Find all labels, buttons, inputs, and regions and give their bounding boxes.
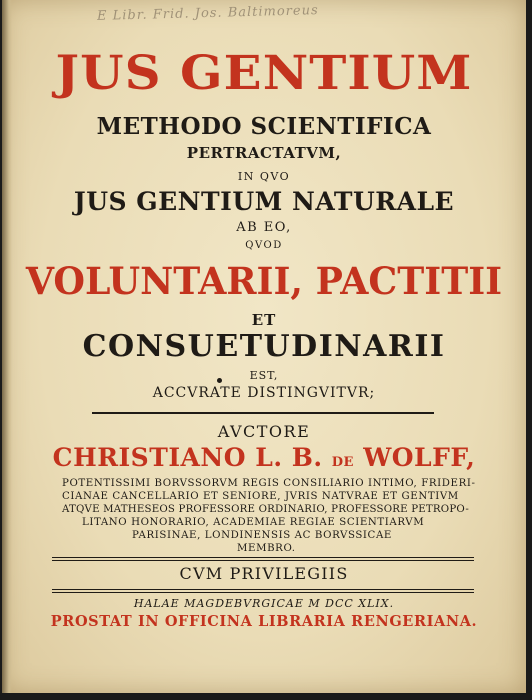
author-name-part1: CHRISTIANO L. B. [52,443,323,472]
subtitle-methodo: METHODO SCIENTIFICA [96,113,432,140]
description-line-2: CIANAE CANCELLARIO ET SENIORE, JVRIS NATVRAE ET GENTIVM [62,491,459,502]
divider-rule-3 [52,589,474,593]
divider-rule-2 [52,557,474,561]
text-imprint: HALAE MAGDEBVRGICAE M DCC XLIX. [133,597,395,610]
title-consuetudinarii: CONSUETUDINARII [82,329,446,364]
text-privilegiis: CVM PRIVILEGIIS [179,564,349,583]
text-et: ET [251,311,277,329]
text-prostat: PROSTAT IN OFFICINA LIBRARIA RENGERIANA. [50,613,478,630]
subtitle-pertractatum: PERTRACTATVM, [186,144,342,162]
text-ab-eo: AB EO, [236,220,292,235]
author-name-part2: WOLFF, [363,443,476,472]
description-line-4: LITANO HONORARIO, ACADEMIAE REGIAE SCIENTIARVM [82,517,425,528]
text-quod: QVOD [245,240,283,251]
description-line-5: PARISINAE, LONDINENSIS AC BORVSSICAE [132,530,392,541]
description-line-1: POTENTISSIMI BORVSSORVM REGIS CONSILIARIO INTIMO, FRIDERI- [62,478,476,489]
main-title: JUS GENTIUM [55,46,473,101]
text-distinguitur: ACCVRATE DISTINGVITVR; [152,385,376,401]
description-line-3: ATQVE MATHESEOS PROFESSORE ORDINARIO, PROFESSORE PETROPO- [62,504,469,515]
text-est: EST, [249,369,279,382]
handwritten-inscription: E Libr. Frid. Jos. Baltimoreus [96,3,319,24]
text-in-quo: IN QVO [237,170,291,183]
title-voluntarii-pactitii: VOLUNTARII, PACTITII [25,259,503,303]
author-name [2,445,526,470]
author-name-de: DE [331,455,354,470]
description-line-6: MEMBRO. [237,543,296,554]
ink-spot [217,378,222,383]
divider-rule-1 [92,412,434,414]
title-page [2,0,526,693]
title-jus-gentium-naturale: JUS GENTIUM NATURALE [73,187,455,216]
text-auctore: AVCTORE [217,422,311,441]
